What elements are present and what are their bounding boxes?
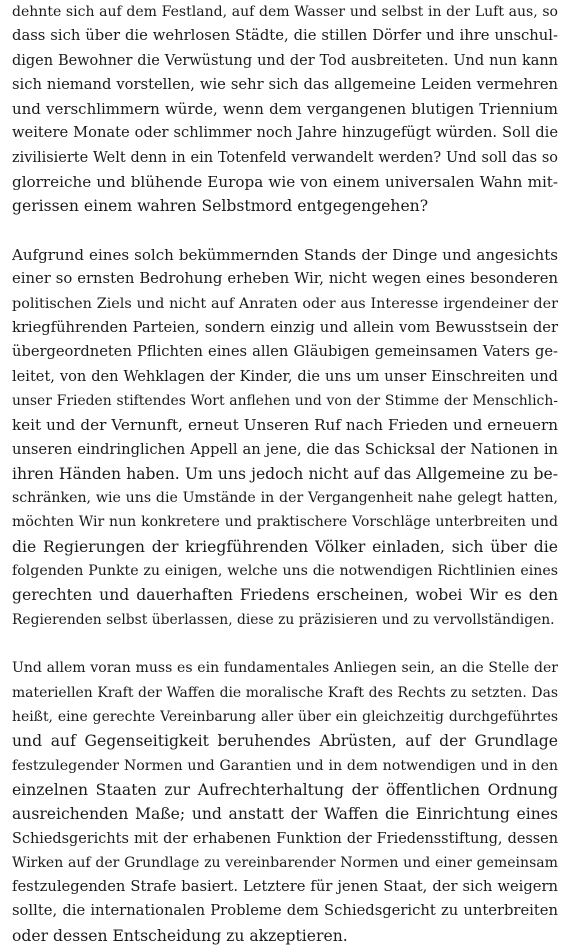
text-line: dehnte sich auf dem Festland, auf dem Wasser und selbst in der Luft aus, so: [12, 4, 558, 20]
text-line: oder dessen Entscheidung zu akzeptieren.: [12, 926, 348, 945]
text-line: leitet, von den Wehklagen der Kinder, die uns um unser Einschreiten und: [12, 367, 558, 385]
text-line: digen Bewohner die Verwüstung und der Tod ausbreiteten. Und nun kann: [12, 52, 558, 69]
text-line: übergeordneten Pflichten eines allen Gläubigen gemeinsamen Vaters ge-: [12, 343, 558, 361]
text-line: unseren eindringlichen Appell an jene, die das Schicksal der Nationen in: [12, 440, 558, 458]
text-line: sollte, die internationalen Probleme dem Schiedsgericht zu unterbreiten: [12, 902, 558, 920]
text-line: heißt, eine gerechte Vereinbarung aller über ein gleichzeitig durchgeführtes: [12, 709, 558, 726]
text-line: ausreichenden Maße; und anstatt der Waffen die Einrichtung eines: [12, 805, 558, 824]
text-line: festzulegenden Strafe basiert. Letztere für jenen Staat, der sich weigern: [12, 878, 558, 896]
text-line: keit und der Vernunft, erneut Unseren Ruf nach Frieden und erneuern: [12, 416, 558, 435]
text-line: möchten Wir nun konkretere und praktischere Vorschläge unterbreiten und: [12, 514, 558, 531]
text-line: Und allem voran muss es ein fundamentales Anliegen sein, an die Stelle der: [12, 660, 558, 677]
paragraph-1: [12, 0, 558, 219]
text-line: materiellen Kraft der Waffen die moralische Kraft des Rechts zu setzten. Das: [12, 684, 558, 701]
text-line: Wirken auf der Grundlage zu vereinbarender Normen und einer gemeinsam: [12, 854, 558, 871]
text-line: schränken, wie uns die Umstände in der Vergangenheit nahe gelegt hatten,: [12, 490, 558, 507]
text-line: zivilisierte Welt denn in ein Totenfeld verwandelt werden? Und soll das so: [12, 149, 558, 166]
paragraph-gap: [12, 632, 558, 657]
paragraph-2: [12, 243, 558, 632]
text-line: unser Frieden stiftendes Wort anflehen und von der Stimme der Menschlich-: [12, 392, 558, 409]
text-line: weitere Monate oder schlimmer noch Jahre hinzugefügt würden. Soll die: [12, 124, 558, 142]
text-line: sich niemand vorstellen, wie sehr sich das allgemeine Leiden vermehren: [12, 75, 558, 93]
text-line: Regierenden selbst überlassen, diese zu präzisieren und zu vervollständigen.: [12, 611, 555, 628]
text-line: einer so ernsten Bedrohung erheben Wir, nicht wegen eines besonderen: [12, 270, 558, 288]
text-line: die Regierungen der kriegführenden Völker einladen, sich über die: [12, 537, 558, 556]
text-line: kriegführenden Parteien, sondern einzig und allein vom Bewusstsein der: [12, 319, 558, 337]
paragraph-gap: [12, 219, 558, 244]
text-line: folgenden Punkte zu einigen, welche uns die notwendigen Richtlinien eines: [12, 563, 558, 580]
text-line: und auf Gegenseitigkeit beruhendes Abrüsten, auf der Grundlage: [12, 732, 558, 751]
text-line: einzelnen Staaten zur Aufrechterhaltung der öffentlichen Ordnung: [12, 780, 558, 799]
document-page: [12, 0, 558, 948]
text-line: gerissen einem wahren Selbstmord entgegengehen?: [12, 197, 429, 216]
text-line: dass sich über die wehrlosen Städte, die stillen Dörfer und ihre unschul-: [12, 27, 558, 45]
text-line: politischen Ziels und nicht auf Anraten oder aus Interesse irgendeiner der: [12, 295, 558, 312]
text-line: Aufgrund eines solch bekümmernden Stands der Dinge und angesichts: [12, 246, 558, 265]
text-line: gerechten und dauerhaften Friedens erscheinen, wobei Wir es den: [12, 586, 558, 605]
text-line: und verschlimmern würde, wenn dem vergangenen blutigen Triennium: [12, 100, 558, 119]
text-line: glorreiche und blühende Europa wie von einem universalen Wahn mit-: [12, 173, 558, 192]
paragraph-3: [12, 656, 558, 948]
text-line: ihren Händen haben. Um uns jedoch nicht auf das Allgemeine zu be-: [12, 464, 558, 483]
text-line: Schiedsgerichts mit der erhabenen Funktion der Friedensstiftung, dessen: [12, 830, 558, 847]
text-line: festzulegender Normen und Garantien und in dem notwendigen und in den: [12, 757, 558, 774]
